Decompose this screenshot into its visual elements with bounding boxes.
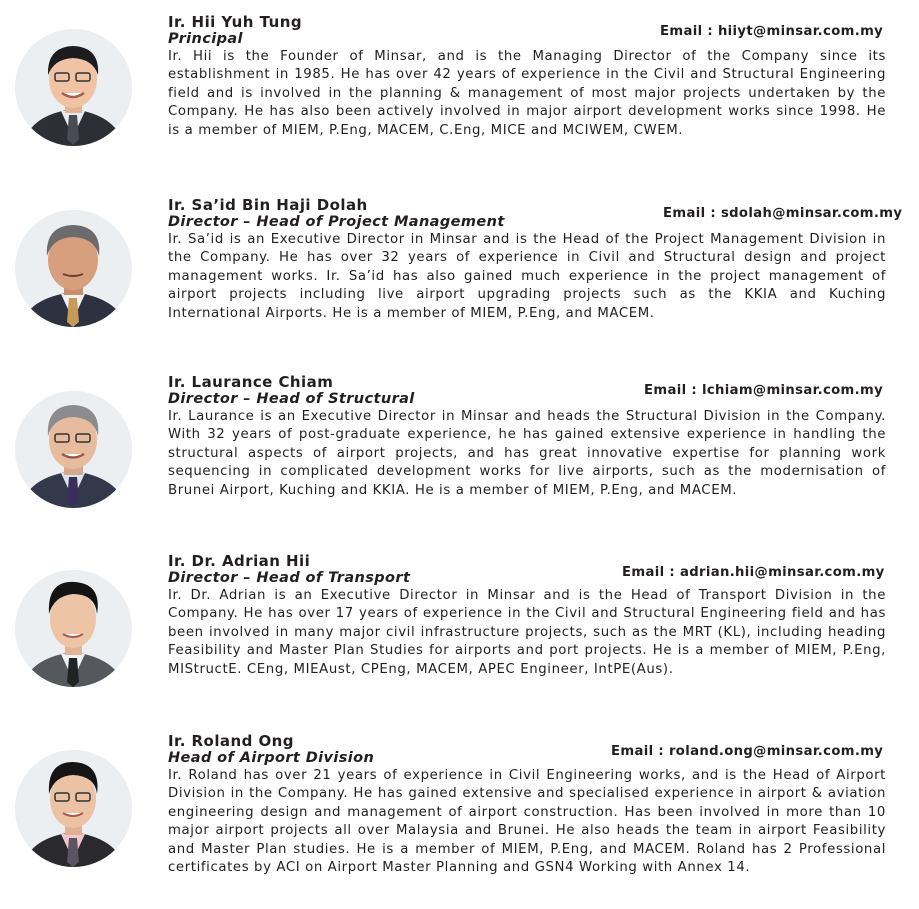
person-title: Director – Head of Structural [168,391,415,407]
person-email[interactable]: Email : adrian.hii@minsar.com.my [622,565,885,580]
portrait-photo [15,570,132,687]
person-email[interactable]: Email : lchiam@minsar.com.my [644,383,884,398]
person-email[interactable]: Email : roland.ong@minsar.com.my [611,744,884,759]
person-name: Ir. Hii Yuh Tung [168,13,303,31]
person-name: Ir. Dr. Adrian Hii [168,552,311,570]
person-bio: Ir. Laurance is an Executive Director in Minsar and heads the Structural Division in the Company. With 32 years of post-graduate experience, he has gained extensive experience in handling the structural aspects of airport projects, and has great innovative expertise for planning work sequencing in complicated development works for live airports, such as the modernisation of Brunei Airport, Kuching and KKIA. He is a member of MIEM, P.Eng, and MACEM. [168,409,886,498]
portrait-photo [15,29,132,146]
person-bio: Ir. Hii is the Founder of Minsar, and is the Managing Director of the Company since its establishment in 1985. He has over 42 years of experience in the Civil and Structural Engineering field and is involved in the planning & management of most major projects undertaken by the Company. He has also been actively involved in major airport development works since 1998. He is a member of MIEM, P.Eng, MACEM, C.Eng, MICE and MCIWEM, CWEM. [168,49,886,138]
person-name: Ir. Sa’id Bin Haji Dolah [168,196,368,214]
person-email[interactable]: Email : hiiyt@minsar.com.my [660,24,884,39]
person-title: Director – Head of Project Management [168,214,505,230]
portrait-photo [15,391,132,508]
person-title: Director – Head of Transport [168,570,411,586]
portrait-photo [15,750,132,867]
person-bio: Ir. Roland has over 21 years of experience in Civil Engineering works, and is the Head of Airport Division in the Company. He has gained extensive and specialised experience in airport & aviation engineering design and management of airport construction. Has been involved in more than 10 major airport projects all over Malaysia and Brunei. He also heads the team in airport Feasibility and Master Plan studies. He is a member of MIEM, P.Eng, and MACEM. Roland has 2 Professional certificates by ACI on Airport Master Planning and GSN4 Working with Annex 14. [168,768,886,876]
person-bio: Ir. Dr. Adrian is an Executive Director in Minsar and is the Head of Transport Division in the Company. He has over 17 years of experience in the Civil and Structural Engineering field and has been involved in many major civil infrastructure projects, such as the MRT (KL), including heading Feasibility and Master Plan Studies for airports and port projects. He is a member of MIEM, P.Eng, MIStructE. CEng, MIEAust, CPEng, MACEM, APEC Engineer, IntPE(Aus). [168,588,886,677]
portrait-photo [15,210,132,327]
person-bio: Ir. Sa’id is an Executive Director in Minsar and is the Head of the Project Management Division in the Company. He has over 32 years of experience in Civil and Structural design and project management works. Ir. Sa’id has also gained much experience in the project management of airport projects including live airport upgrading projects such as the KKIA and Kuching International Airports. He is a member of MIEM, P.Eng, and MACEM. [168,232,886,321]
person-title: Head of Airport Division [168,750,375,766]
person-title: Principal [168,31,243,47]
person-name: Ir. Roland Ong [168,732,294,750]
person-name: Ir. Laurance Chiam [168,373,334,391]
person-email[interactable]: Email : sdolah@minsar.com.my [663,206,903,221]
